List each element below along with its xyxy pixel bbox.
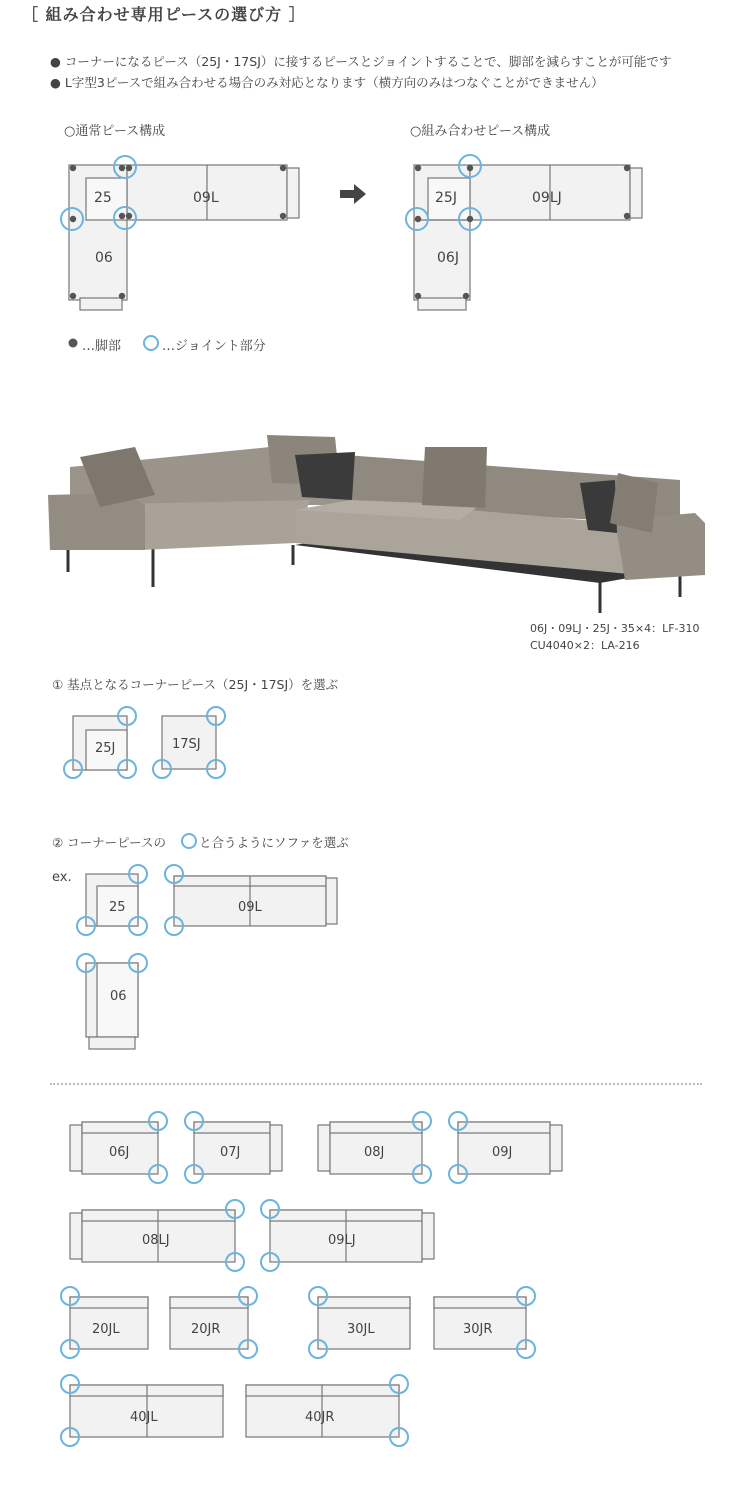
combo-corner-label: 25J [435, 190, 457, 206]
photo-caption-1: 06J・09LJ・25J・35×4：LF-310 [530, 622, 700, 635]
piece-06j-label: 06J [109, 1145, 130, 1160]
arrow-right-icon [340, 184, 366, 204]
example-09l-label: 09L [238, 900, 262, 915]
legend-leg: …脚部 [82, 339, 122, 354]
dotted-divider [50, 1083, 702, 1085]
piece-08lj-label: 08LJ [142, 1233, 170, 1248]
leg-dot-icon [69, 339, 78, 348]
normal-side-label: 09L [193, 190, 219, 206]
joint-circle-icon [144, 336, 158, 350]
note-line-2: ● L字型3ピースで組み合わせる場合のみ対応となります（横方向のみはつなぐことができません） [50, 75, 604, 90]
piece-40jl-label: 40JL [130, 1410, 158, 1425]
piece-09j-label: 09J [492, 1145, 513, 1160]
piece-20jr-label: 20JR [191, 1322, 221, 1337]
piece-08j-label: 08J [364, 1145, 385, 1160]
step1-heading: ① 基点となるコーナーピース（25J・17SJ）を選ぶ [52, 677, 339, 692]
piece-20jl-label: 20JL [92, 1322, 120, 1337]
normal-config-label: ○通常ピース構成 [64, 124, 166, 139]
step1-diagram [55, 700, 235, 785]
sofa-photo [40, 425, 720, 625]
piece-40jr-label: 40JR [305, 1410, 335, 1425]
piece-07j-label: 07J [220, 1145, 241, 1160]
normal-down-label: 06 [95, 250, 113, 266]
legend-joint: …ジョイント部分 [162, 339, 266, 354]
photo-caption-2: CU4040×2：LA-216 [530, 639, 640, 652]
example-label: ex. [52, 870, 72, 885]
step2-diagram [70, 860, 350, 1060]
example-06-label: 06 [110, 989, 127, 1004]
piece-17sj-label: 17SJ [172, 737, 201, 752]
page-title: ［ 組み合わせ専用ピースの選び方 ］ [22, 5, 306, 24]
piece-30jr-label: 30JR [463, 1322, 493, 1337]
step2-heading-a: ② コーナーピースの [52, 835, 167, 850]
combo-down-label: 06J [437, 250, 459, 266]
normal-corner-label: 25 [94, 190, 112, 206]
note-line-1: ● コーナーになるピース（25J・17SJ）に接するピースとジョイントすることで、脚部を減らすことが可能です [50, 54, 672, 69]
piece-30jl-label: 30JL [347, 1322, 375, 1337]
step2-heading-b: と合うようにソファを選ぶ [199, 835, 349, 850]
piece-09lj-label: 09LJ [328, 1233, 356, 1248]
combo-side-label: 09LJ [532, 190, 562, 206]
joint-circle-icon [180, 832, 198, 850]
piece-25j-label: 25J [95, 741, 116, 756]
example-25-label: 25 [109, 900, 126, 915]
combo-config-label: ○組み合わせピース構成 [410, 124, 551, 139]
